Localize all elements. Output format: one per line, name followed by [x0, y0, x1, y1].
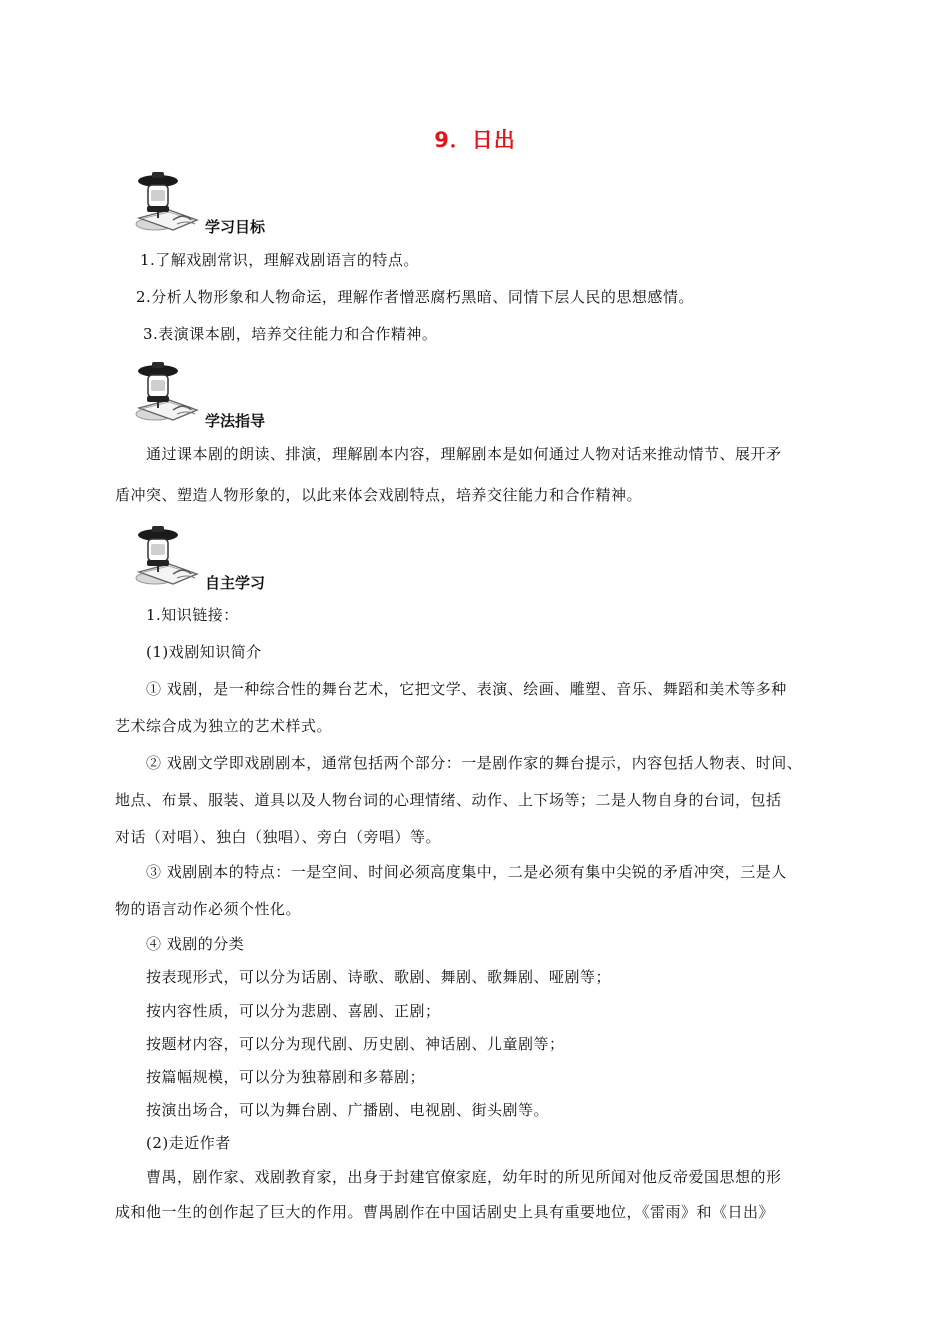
section-heading-method: 学法指导: [205, 412, 266, 430]
paragraph-line: 通过课本剧的朗读、排演，理解剧本内容，理解剧本是如何通过人物对话来推动情节、展开矛: [146, 445, 782, 463]
paragraph-line: ④ 戏剧的分类: [146, 935, 245, 953]
paragraph-line: ③ 戏剧剧本的特点：一是空间、时间必须高度集中，二是必须有集中尖锐的矛盾冲突，三是人: [146, 863, 787, 881]
paragraph-line: 曹禺，剧作家、戏剧教育家，出身于封建官僚家庭，幼年时的所见所闻对他反帝爱国思想的形: [146, 1168, 782, 1186]
lamp-reader-icon: [133, 358, 205, 422]
page-title: 9．日出: [434, 128, 516, 152]
paragraph-line: ① 戏剧，是一种综合性的舞台艺术，它把文学、表演、绘画、雕塑、音乐、舞蹈和美术等多种: [146, 680, 787, 698]
paragraph-line: 1.知识链接：: [146, 606, 239, 624]
paragraph-line: 成和他一生的创作起了巨大的作用。曹禺剧作在中国话剧史上具有重要地位，《雷雨》和《日出》: [115, 1203, 775, 1221]
paragraph-line: 地点、布景、服装、道具以及人物台词的心理情绪、动作、上下场等；二是人物自身的台词，包括: [115, 791, 782, 809]
paragraph-line: 对话（对唱）、独白（独唱）、旁白（旁唱）等。: [115, 828, 442, 846]
lamp-reader-icon: [133, 168, 205, 232]
paragraph-line: 物的语言动作必须个性化。: [115, 900, 302, 918]
paragraph-line: (1)戏剧知识简介: [146, 643, 262, 661]
paragraph-line: 按内容性质，可以分为悲剧、喜剧、正剧；: [146, 1002, 441, 1020]
section-heading-self-study: 自主学习: [205, 574, 266, 592]
paragraph-line: 按演出场合，可以为舞台剧、广播剧、电视剧、街头剧等。: [146, 1101, 550, 1119]
paragraph-line: 按表现形式，可以分为话剧、诗歌、歌剧、舞剧、歌舞剧、哑剧等；: [146, 968, 612, 986]
goal-item: 2.分析人物形象和人物命运，理解作者憎恶腐朽黑暗、同情下层人民的思想感情。: [136, 288, 694, 306]
goal-item: 3.表演课本剧，培养交往能力和合作精神。: [143, 325, 438, 343]
paragraph-line: 盾冲突、塑造人物形象的，以此来体会戏剧特点，培养交往能力和合作精神。: [115, 486, 643, 504]
paragraph-line: 按篇幅规模，可以分为独幕剧和多幕剧；: [146, 1068, 426, 1086]
goal-item: 1.了解戏剧常识，理解戏剧语言的特点。: [140, 251, 419, 269]
lamp-reader-icon: [133, 522, 205, 586]
paragraph-line: ② 戏剧文学即戏剧剧本，通常包括两个部分：一是剧作家的舞台提示，内容包括人物表、时间、: [146, 754, 803, 772]
section-heading-goals: 学习目标: [205, 218, 266, 236]
paragraph-line: 按题材内容，可以分为现代剧、历史剧、神话剧、儿童剧等；: [146, 1035, 565, 1053]
paragraph-line: (2)走近作者: [146, 1134, 231, 1152]
paragraph-line: 艺术综合成为独立的艺术样式。: [115, 717, 333, 735]
